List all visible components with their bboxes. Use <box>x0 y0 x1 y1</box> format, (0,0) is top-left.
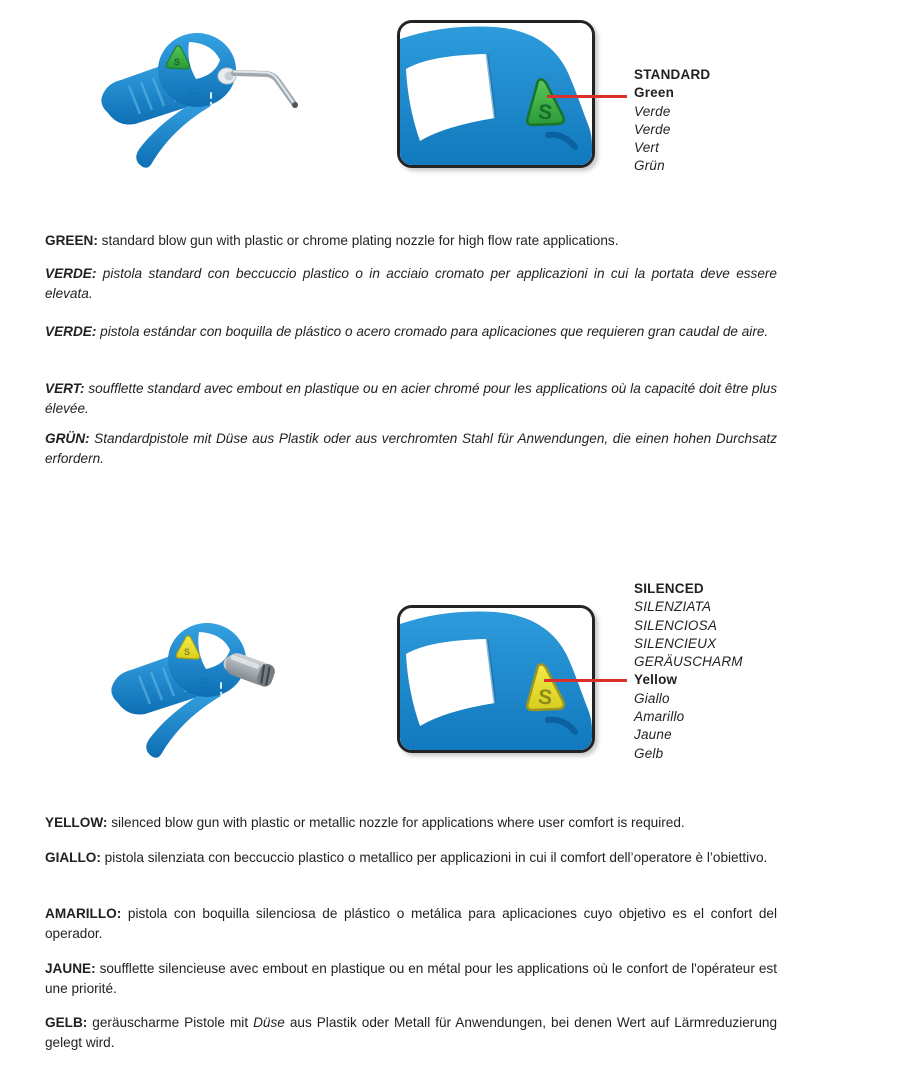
callout-label: Gelb <box>634 745 664 761</box>
paragraph-label: VERDE: <box>45 324 97 339</box>
callout-labels-silenced <box>634 580 743 763</box>
paragraph-label: GIALLO: <box>45 850 101 865</box>
paragraph-label: JAUNE: <box>45 961 96 976</box>
paragraph-text: silenced blow gun with plastic or metallic nozzle for applications where user comfort is required. <box>111 815 685 830</box>
paragraph-text: geräuscharme Pistole mit <box>92 1015 249 1030</box>
paragraph-label: AMARILLO: <box>45 906 122 921</box>
callout-label: Vert <box>634 140 660 156</box>
gun-body <box>101 33 236 168</box>
paragraph-text: pistola con boquilla silenciosa de plástico o metálica para aplicaciones cuyo objetivo es el confort del operador. <box>45 906 778 941</box>
callout-label: Verde <box>634 103 671 119</box>
paragraph-text: pistola standard con beccuccio plastico o in acciaio cromato per applicazioni in cui la portata deve essere elevata. <box>45 266 777 301</box>
paragraph-giallo <box>45 848 777 868</box>
callout-label: Yellow <box>634 672 678 688</box>
paragraph-green <box>45 231 777 251</box>
paragraph-vert <box>45 379 777 419</box>
pointer-line-standard <box>547 95 627 98</box>
callout-label: SILENZIATA <box>634 599 712 615</box>
paragraph-text: soufflette silencieuse avec embout en plastique ou en métal pour les applications où le confort de l'opérateur est une priorité. <box>45 961 777 996</box>
detail-zoom-standard-drawing <box>400 23 592 165</box>
blow-gun-standard-image <box>93 12 311 188</box>
callout-label: SILENCIEUX <box>634 635 717 651</box>
paragraph-text: standard blow gun with plastic or chrome plating nozzle for high flow rate applications. <box>101 233 619 248</box>
paragraph-gruen <box>45 429 777 469</box>
callout-label: Giallo <box>634 690 670 706</box>
paragraph-text: aus Plastik oder Metall für Anwendungen, bei denen Wert auf Lärmreduzierung gelegt wird. <box>45 1015 778 1050</box>
paragraph-text: pistola estándar con boquilla de plástico o acero cromado para aplicaciones que requieren gran caudal de aire. <box>100 324 769 339</box>
paragraph-jaune <box>45 959 777 999</box>
paragraph-text-italic-word: Düse <box>253 1015 285 1030</box>
paragraph-amarillo <box>45 904 777 944</box>
pointer-line-silenced <box>544 679 627 682</box>
callout-label: SILENCIOSA <box>634 617 718 633</box>
badge-letter: S <box>536 100 554 125</box>
paragraph-text: soufflette standard avec embout en plastique ou en acier chromé pour les applications où la capacité doit être plus élevée. <box>45 381 777 416</box>
badge-letter: S <box>184 647 191 657</box>
paragraph-verde-it <box>45 264 777 304</box>
paragraph-yellow <box>45 813 777 833</box>
paragraph-text: pistola silenziata con beccuccio plastico o metallico per applicazioni in cui il comfort dell’operatore è l’obiettivo. <box>104 850 768 865</box>
callout-label: Jaune <box>634 727 672 743</box>
paragraph-label: GREEN: <box>45 233 98 248</box>
paragraph-text: Standardpistole mit Düse aus Plastik oder aus verchromten Stahl für Anwendungen, die einen hohen Durchsatz erfordern. <box>45 431 778 466</box>
paragraph-gelb <box>45 1013 777 1053</box>
badge-letter: S <box>174 57 181 67</box>
paragraph-label: VERDE: <box>45 266 97 281</box>
callout-label: Amarillo <box>634 709 685 725</box>
badge-letter: S <box>536 685 554 710</box>
callout-label: Green <box>634 85 675 101</box>
callout-label: SILENCED <box>634 581 704 596</box>
callout-label: GERÄUSCHARM <box>634 654 743 670</box>
paragraph-label: GELB: <box>45 1015 88 1030</box>
callout-label: Verde <box>634 121 671 137</box>
detail-zoom-standard <box>397 20 595 168</box>
paragraph-label: GRÜN: <box>45 431 90 446</box>
paragraph-label: VERT: <box>45 381 85 396</box>
paragraph-verde-es <box>45 322 777 342</box>
callout-label: STANDARD <box>634 67 711 82</box>
paragraph-label: YELLOW: <box>45 815 108 830</box>
blow-gun-silenced-image <box>103 602 321 778</box>
callout-labels-standard <box>634 66 710 176</box>
callout-label: Grün <box>634 158 665 174</box>
gun-body <box>111 623 246 758</box>
